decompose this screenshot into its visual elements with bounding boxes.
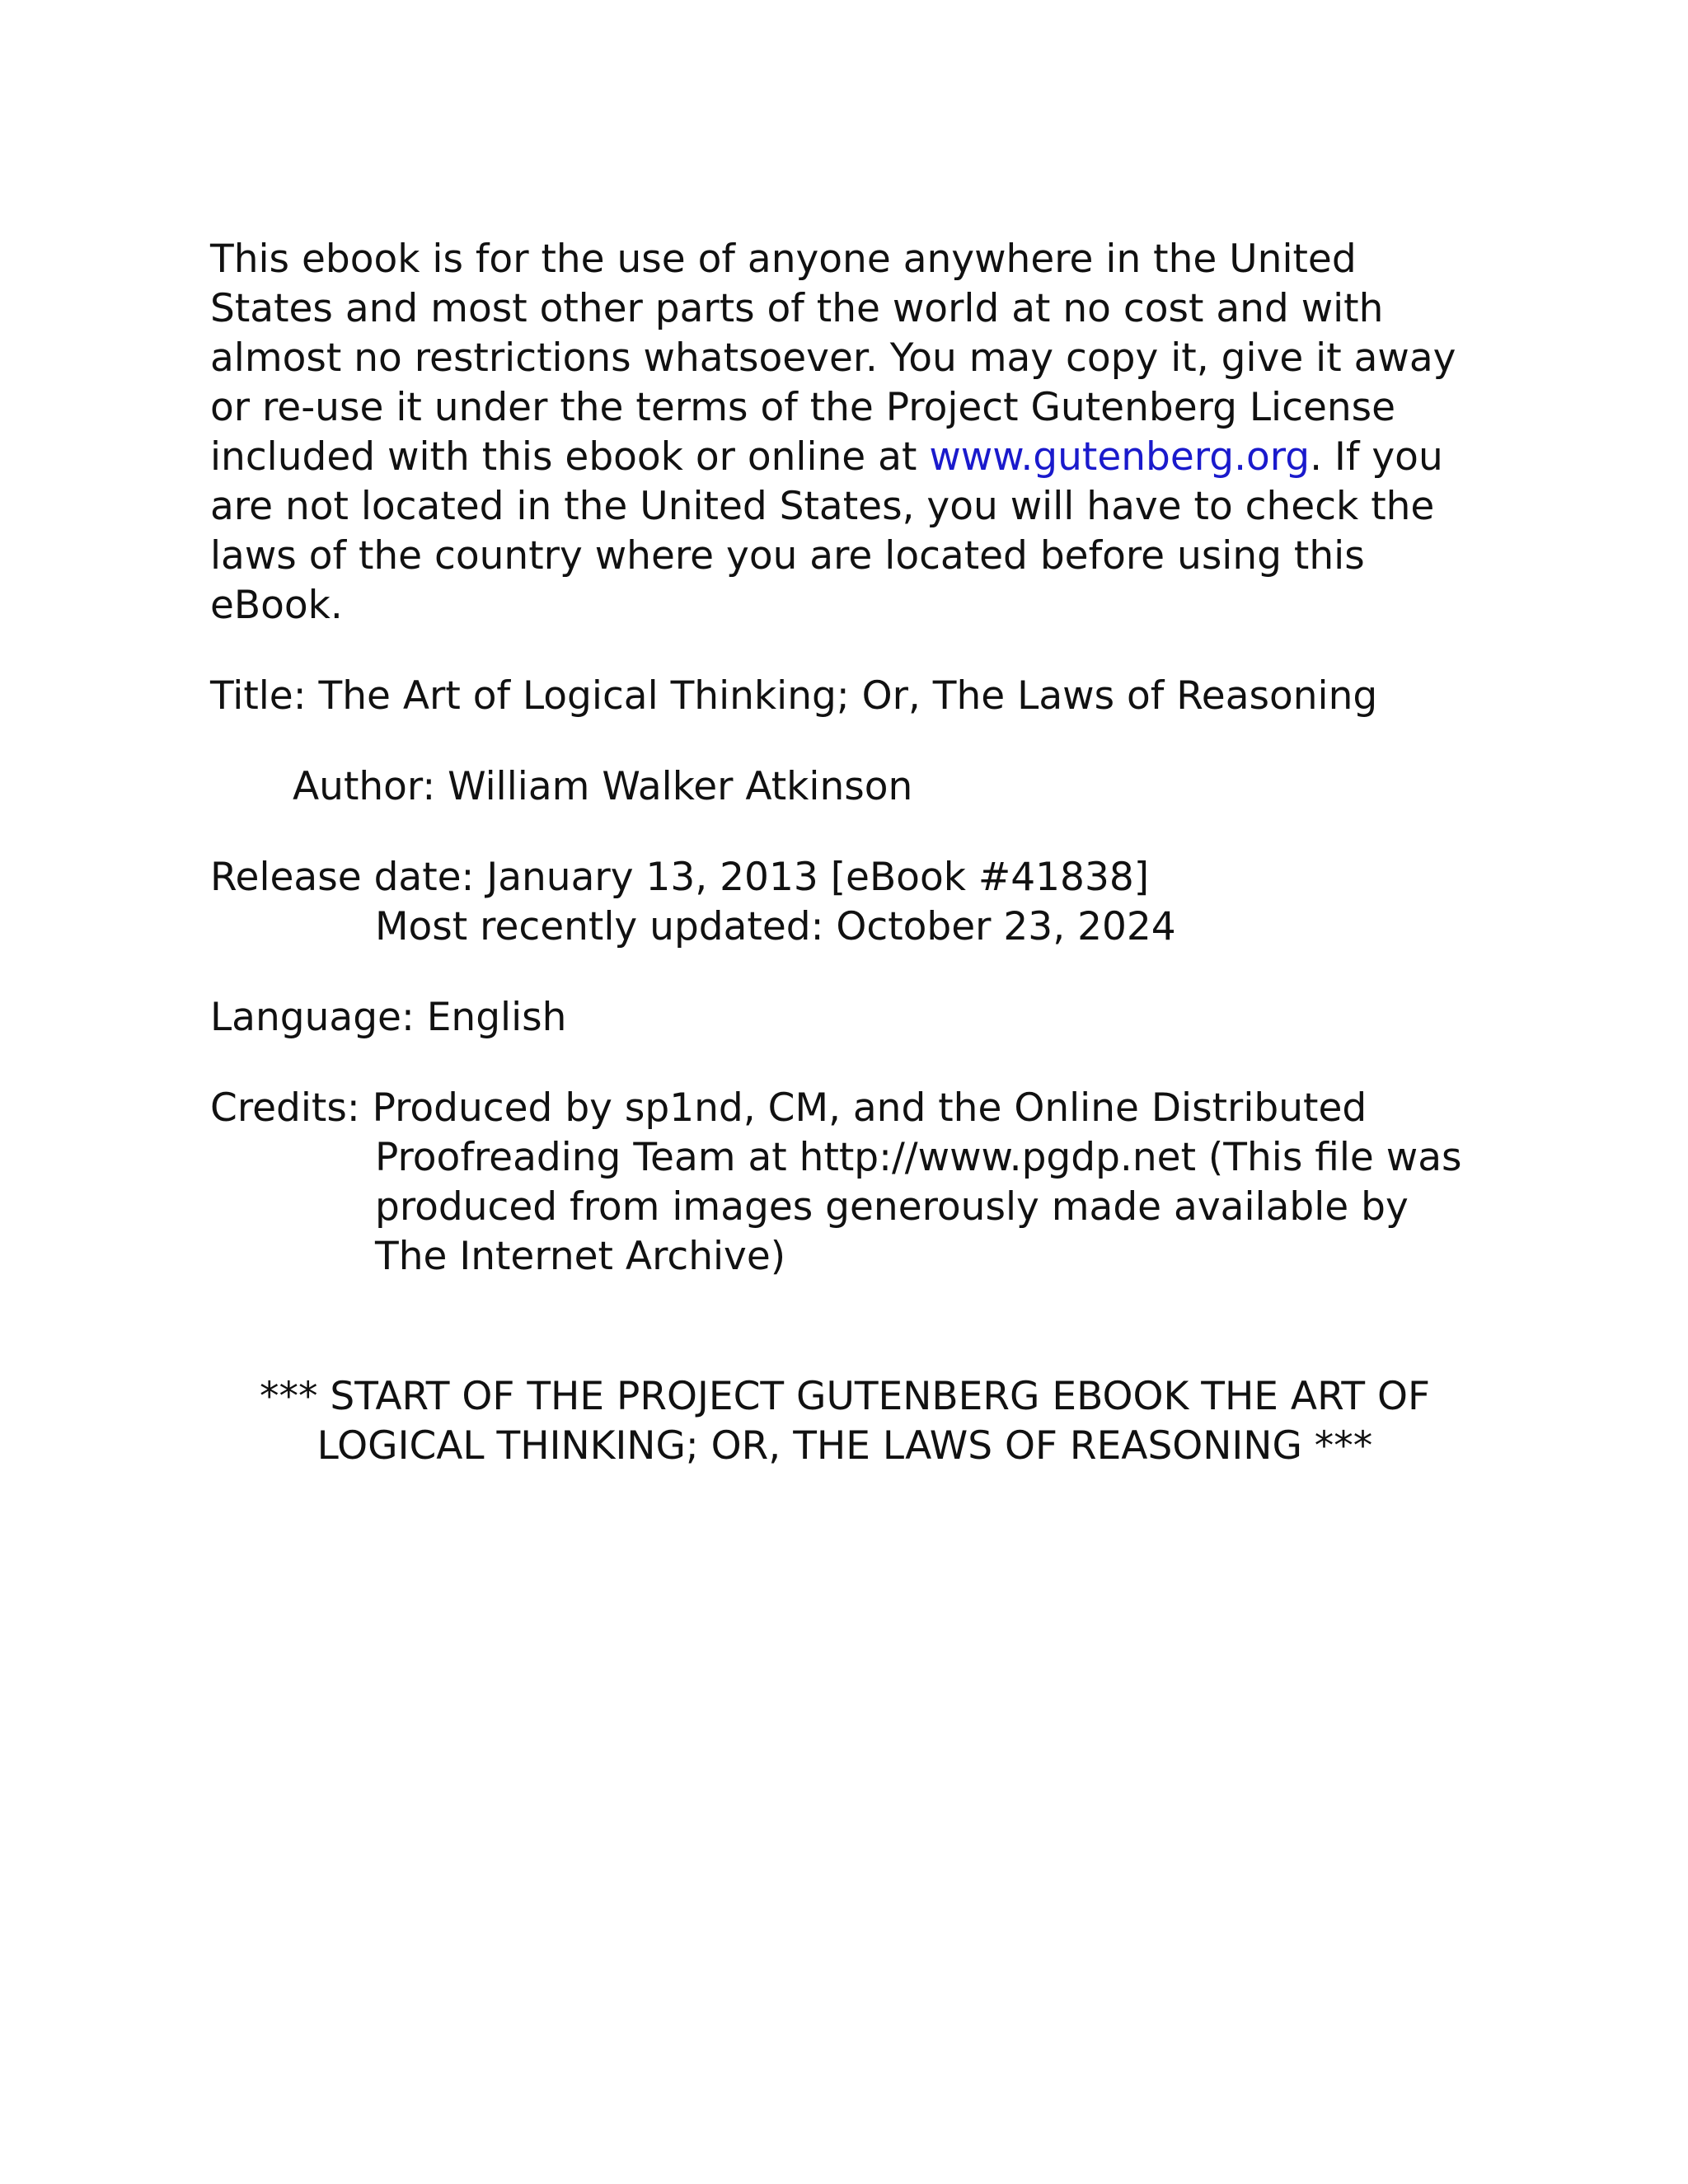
start-of-ebook-marker: *** START OF THE PROJECT GUTENBERG EBOOK THE ART OF LOGICAL THINKING; OR, THE LAWS OF REASONING *** — [259, 1374, 1430, 1469]
license-text-end: . If you are not located in the United States, you will have to check the laws of the country where you are located before using this eBook. — [210, 434, 1443, 628]
license-paragraph — [210, 235, 1479, 630]
release-date: Release date: January 13, 2013 [eBook #41838] — [210, 855, 1150, 900]
book-title: Title: The Art of Logical Thinking; Or, The Laws of Reasoning — [210, 673, 1378, 719]
updated-date: Most recently updated: October 23, 2024 — [375, 904, 1176, 949]
document-page — [210, 235, 1479, 1471]
release-info — [210, 853, 1479, 952]
license-text-start: This ebook is for the use of anyone anywhere in the United States and most other parts of the world at no cost and with almost no restrictions whatsoever. You may copy it, give it away or re-use it under the terms of the Project Gutenberg License included with this ebook or online at — [210, 237, 1456, 480]
book-language: Language: English — [210, 995, 567, 1040]
gutenberg-link[interactable]: www.gutenberg.org — [929, 434, 1311, 480]
book-author: Author: William Walker Atkinson — [293, 764, 913, 809]
book-credits: Credits: Produced by sp1nd, CM, and the Online Distributed Proofreading Team at http://www.pgdp.net (This file was produced from images generously made available by The Internet Archive) — [210, 1085, 1462, 1279]
